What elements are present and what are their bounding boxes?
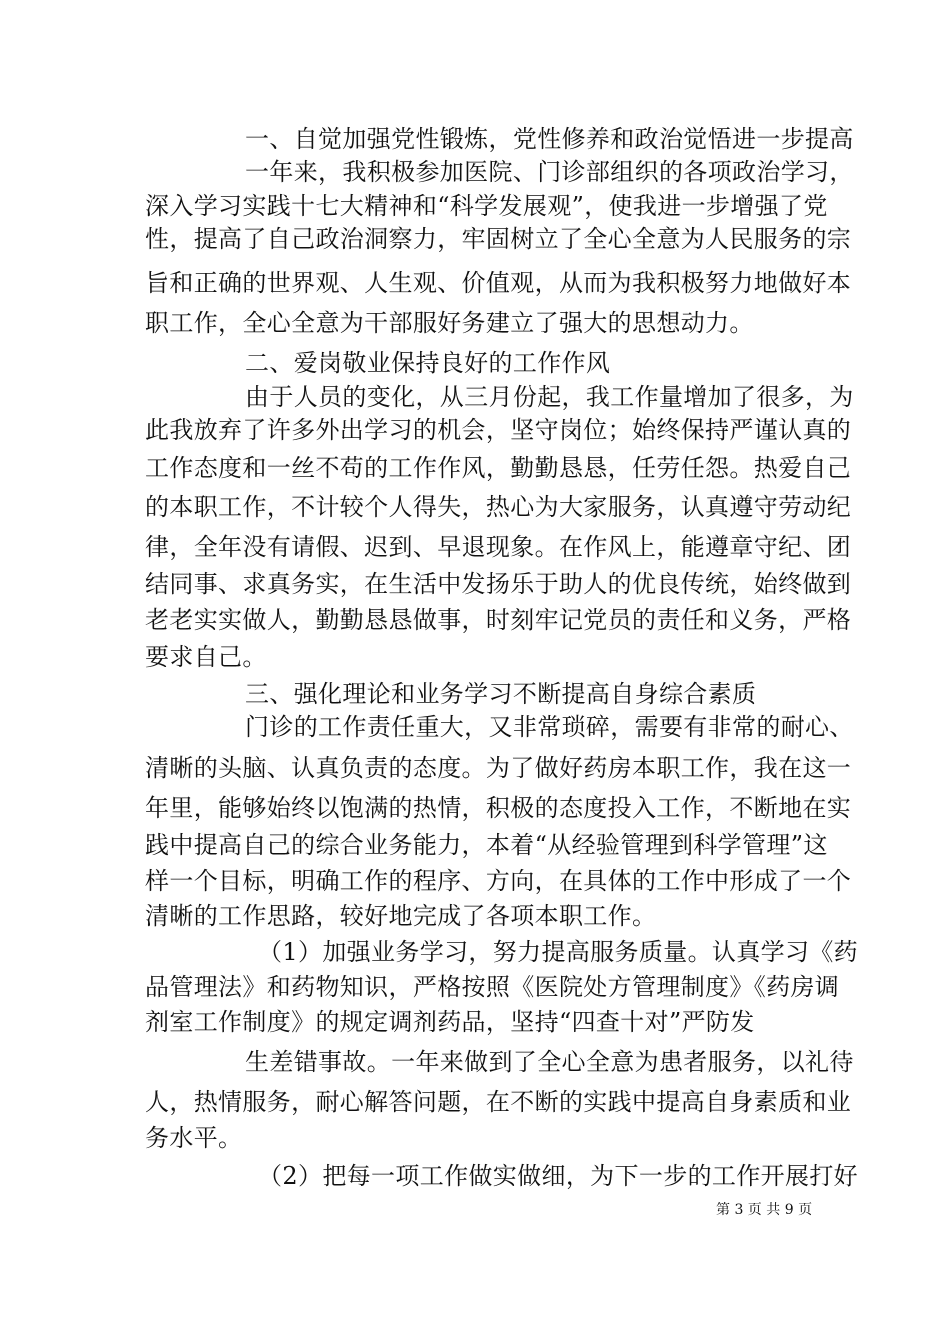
text-line: 样一个目标，明确工作的程序、方向，在具体的工作中形成了一个 (145, 867, 852, 895)
text-line: 性，提高了自己政治洞察力，牢固树立了全心全意为人民服务的宗 (145, 225, 852, 253)
text-line: 一年来，我积极参加医院、门诊部组织的各项政治学习， (245, 158, 854, 186)
text-line: 深入学习实践十七大精神和“科学发展观”，使我进一步增强了党 (145, 192, 828, 220)
text-line: 旨和正确的世界观、人生观、价值观，从而为我积极努力地做好本 (145, 269, 852, 297)
text-line: 品管理法》和药物知识，严格按照《医院处方管理制度》《药房调 (145, 973, 840, 1001)
text-line: 律，全年没有请假、迟到、早退现象。在作风上，能遵章守纪、团 (145, 533, 852, 561)
text-line: 由于人员的变化，从三月份起，我工作量增加了很多，为 (245, 383, 854, 411)
text-line: 工作态度和一丝不苟的工作作风，勤勤恳恳，任劳任怨。热爱自己 (145, 454, 852, 482)
text-line: 生差错事故。一年来做到了全心全意为患者服务，以礼待 (245, 1048, 854, 1076)
text-line: 要求自己。 (145, 643, 267, 671)
text-line: 践中提高自己的综合业务能力，本着“从经验管理到科学管理”这 (145, 831, 828, 859)
text-line: （2）把每一项工作做实做细，为下一步的工作开展打好 (258, 1162, 859, 1190)
text-line: 清晰的头脑、认真负责的态度。为了做好药房本职工作，我在这一 (145, 754, 852, 782)
page-number: 第 3 页 共 9 页 (716, 1202, 813, 1218)
text-line: （1）加强业务学习，努力提高服务质量。认真学习《药 (258, 938, 859, 966)
text-line: 此我放弃了许多外出学习的机会，坚守岗位；始终保持严谨认真的 (145, 416, 852, 444)
text-line: 职工作，全心全意为干部服好务建立了强大的思想动力。 (145, 309, 754, 337)
text-line: 务水平。 (145, 1124, 243, 1152)
text-line: 年里，能够始终以饱满的热情，积极的态度投入工作，不断地在实 (145, 794, 852, 822)
text-line: 人，热情服务，耐心解答问题，在不断的实践中提高自身素质和业 (145, 1088, 852, 1116)
text-line: 剂室工作制度》的规定调剂药品，坚持“四查十对”严防发 (145, 1008, 755, 1036)
text-line: 的本职工作，不计较个人得失，热心为大家服务，认真遵守劳动纪 (145, 493, 852, 521)
text-line: 老老实实做人，勤勤恳恳做事，时刻牢记党员的责任和义务，严格 (145, 606, 852, 634)
heading-section-2: 二、爱岗敬业保持良好的工作作风 (245, 349, 611, 377)
text-line: 结同事、求真务实，在生活中发扬乐于助人的优良传统，始终做到 (145, 570, 852, 598)
text-line: 清晰的工作思路，较好地完成了各项本职工作。 (145, 902, 657, 930)
heading-section-1: 一、自觉加强党性锻炼，党性修养和政治觉悟进一步提高 (245, 125, 854, 153)
text-line: 门诊的工作责任重大，又非常琐碎，需要有非常的耐心、 (245, 713, 854, 741)
heading-section-3: 三、强化理论和业务学习不断提高自身综合素质 (245, 680, 757, 708)
